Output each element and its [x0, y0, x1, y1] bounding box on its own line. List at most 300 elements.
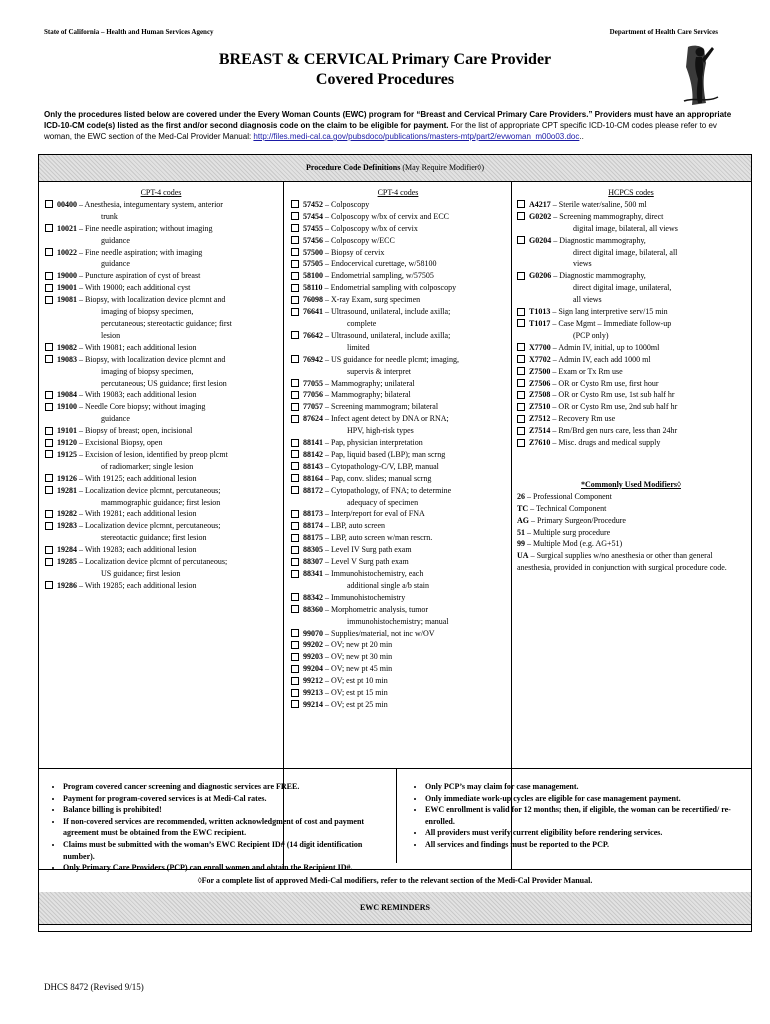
code-continuation: (PCP only)	[573, 330, 609, 340]
procedure-code: 76942	[303, 354, 323, 364]
procedure-code: 57456	[303, 235, 323, 245]
code-checkbox[interactable]	[291, 486, 299, 494]
code-continuation: immunohistochemistry; manual	[347, 616, 449, 626]
code-checkbox[interactable]	[291, 391, 299, 399]
modifier-code: UA	[517, 551, 529, 561]
code-first-line	[529, 270, 745, 282]
code-checkbox[interactable]	[291, 558, 299, 566]
code-checkbox[interactable]	[291, 200, 299, 208]
code-text: – Ultrasound, unilateral, include axilla;	[323, 307, 451, 317]
code-description	[57, 294, 277, 342]
intro-paragraph	[44, 109, 732, 142]
code-description	[529, 366, 745, 378]
procedure-code-item	[517, 306, 745, 318]
code-continuation: of radiomarker; single lesion	[101, 461, 194, 471]
code-checkbox[interactable]	[291, 415, 299, 423]
code-checkbox[interactable]	[45, 581, 53, 589]
code-checkbox[interactable]	[291, 236, 299, 244]
code-checkbox[interactable]	[517, 308, 525, 316]
code-first-line	[529, 401, 745, 413]
code-continuation: direct digital image, bilateral, all	[573, 247, 678, 257]
code-first-line	[303, 592, 505, 604]
code-first-line	[303, 604, 505, 616]
code-first-line	[303, 270, 505, 282]
procedure-code-item	[291, 258, 505, 270]
modifiers-section	[517, 479, 745, 574]
code-checkbox[interactable]	[45, 546, 53, 554]
code-text: – Colposcopy w/bx of cervix and ECC	[323, 211, 449, 221]
code-checkbox[interactable]	[517, 415, 525, 423]
code-checkbox[interactable]	[517, 391, 525, 399]
code-checkbox[interactable]	[291, 355, 299, 363]
code-text: – US guidance for needle plcmt; imaging,	[323, 354, 459, 364]
code-text: – Supplies/material, not inc w/OV	[323, 628, 435, 638]
code-description	[303, 330, 505, 354]
code-text: – Mammography; unilateral	[323, 378, 415, 388]
reminder-item: • All providers must verify current eligibility before rendering services.	[425, 827, 747, 839]
procedure-code: 57452	[303, 199, 323, 209]
code-description	[303, 413, 505, 437]
procedure-code-item	[45, 342, 277, 354]
modifier-item	[517, 538, 745, 550]
code-checkbox[interactable]	[517, 403, 525, 411]
modifier-text: – Surgical supplies w/no anesthesia or other than general anesthesia, provided in conjunction with surgical procedure code.	[517, 551, 727, 573]
procedure-code: 19001	[57, 283, 77, 293]
code-description	[529, 354, 745, 366]
code-continuation: guidance	[101, 414, 130, 424]
modifier-item	[517, 550, 745, 574]
code-checkbox[interactable]	[291, 379, 299, 387]
code-continuation: adequacy of specimen	[347, 497, 419, 507]
code-text: – Case Mgmt – Immediate follow-up	[550, 318, 672, 328]
procedure-code-item	[291, 306, 505, 330]
code-text: – Interp/report for eval of FNA	[323, 509, 425, 519]
code-first-line	[57, 544, 277, 556]
code-text: – Misc. drugs and medical supply	[550, 438, 661, 448]
code-description	[303, 247, 505, 259]
code-description	[303, 437, 505, 449]
procedure-code-item	[517, 425, 745, 437]
procedure-code: 99070	[303, 628, 323, 638]
code-text: – Admin IV, initial, up to 1000ml	[550, 342, 660, 352]
code-checkbox[interactable]	[45, 522, 53, 530]
procedure-code: 19282	[57, 509, 77, 519]
code-first-line	[529, 389, 745, 401]
reminder-item: • Claims must be submitted with the woman’s EWC Recipient ID# (14 digit identification number).	[63, 839, 391, 862]
procedure-code: 19100	[57, 402, 77, 412]
code-first-line	[303, 330, 505, 342]
title-line-2: Covered Procedures	[315, 71, 455, 88]
code-description	[57, 270, 277, 282]
code-continuation: trunk	[101, 211, 118, 221]
code-checkbox[interactable]	[45, 272, 53, 280]
code-checkbox[interactable]	[291, 522, 299, 530]
code-description	[57, 508, 277, 520]
code-first-line	[303, 544, 505, 556]
title-line-1: BREAST & CERVICAL Primary Care Provider	[218, 51, 552, 68]
reminder-item: • If non-covered services are recommended, written acknowledgment of cost and payment agreement must be obtained from the EWC recipient.	[63, 816, 391, 839]
procedure-code-item	[291, 378, 505, 390]
code-checkbox[interactable]	[291, 224, 299, 232]
modifier-note: ◊For a complete list of approved Medi-Cal modifiers, refer to the relevant section of the Medi-Cal Provider Manual.	[197, 876, 593, 885]
code-checkbox[interactable]	[45, 427, 53, 435]
procedure-code-item	[517, 389, 745, 401]
code-checkbox[interactable]	[45, 391, 53, 399]
code-checkbox[interactable]	[45, 403, 53, 411]
code-checkbox[interactable]	[291, 510, 299, 518]
code-description	[529, 318, 745, 342]
procedure-code-item	[291, 199, 505, 211]
definitions-label: Procedure Code Definitions	[305, 163, 401, 172]
code-checkbox[interactable]	[291, 450, 299, 458]
code-checkbox[interactable]	[517, 236, 525, 244]
code-text: – Cytopathology-C/V, LBP, manual	[323, 461, 439, 471]
code-checkbox[interactable]	[291, 462, 299, 470]
code-description	[303, 270, 505, 282]
procedure-code: 99202	[303, 640, 323, 650]
procedure-code-item	[291, 508, 505, 520]
code-checkbox[interactable]	[291, 570, 299, 578]
hcpcs-codes-column	[517, 187, 745, 574]
code-description	[303, 306, 505, 330]
code-description	[529, 306, 745, 318]
code-first-line	[57, 485, 277, 497]
code-checkbox[interactable]	[517, 319, 525, 327]
code-first-line	[57, 508, 277, 520]
code-checkbox[interactable]	[45, 200, 53, 208]
procedure-code: 76641	[303, 307, 323, 317]
code-checkbox[interactable]	[45, 248, 53, 256]
code-checkbox[interactable]	[291, 546, 299, 554]
code-checkbox[interactable]	[517, 367, 525, 375]
code-first-line	[303, 449, 505, 461]
procedure-code-item	[291, 651, 505, 663]
code-text: – Puncture aspiration of cyst of breast	[77, 271, 201, 281]
procedure-code-item	[45, 473, 277, 485]
code-description	[303, 556, 505, 568]
code-description	[303, 223, 505, 235]
code-first-line	[303, 508, 505, 520]
code-text: – OV; est pt 10 min	[323, 676, 388, 686]
definitions-sublabel: (May Require Modifier◊)	[400, 163, 485, 172]
code-description	[57, 449, 277, 473]
reminder-item: • EWC enrollment is valid for 12 months; then, if eligible, the woman can be recertified/ re-enrolled.	[425, 804, 747, 827]
code-text: – Morphometric analysis, tumor	[323, 604, 429, 614]
code-checkbox[interactable]	[291, 677, 299, 685]
code-text: – With 19281; each additional lesion	[77, 509, 197, 519]
procedure-code-item	[45, 520, 277, 544]
code-checkbox[interactable]	[45, 558, 53, 566]
code-checkbox[interactable]	[45, 450, 53, 458]
code-first-line	[303, 223, 505, 235]
code-first-line	[303, 235, 505, 247]
code-description	[57, 354, 277, 390]
code-text: – Pap, conv. slides; manual scrng	[323, 473, 432, 483]
code-description	[303, 592, 505, 604]
procedure-code: Z7510	[529, 402, 551, 412]
procedure-code-item	[291, 628, 505, 640]
code-checkbox[interactable]	[45, 510, 53, 518]
code-checkbox[interactable]	[291, 641, 299, 649]
code-checkbox[interactable]	[291, 272, 299, 280]
code-first-line	[57, 437, 277, 449]
procedure-code-item	[291, 473, 505, 485]
code-description	[303, 389, 505, 401]
procedure-code: 77056	[303, 390, 323, 400]
code-checkbox[interactable]	[291, 260, 299, 268]
intro-normal-text: For the list of appropriate CPT specific ICD-10-CM codes please refer to ev woman, the EWC section of the Med-Cal Provider Manual:	[44, 121, 717, 141]
procedure-code: 88341	[303, 569, 323, 578]
procedure-code: 99203	[303, 652, 323, 662]
code-first-line	[303, 247, 505, 259]
code-checkbox[interactable]	[45, 284, 53, 292]
code-checkbox[interactable]	[45, 439, 53, 447]
code-checkbox[interactable]	[517, 272, 525, 280]
code-checkbox[interactable]	[517, 355, 525, 363]
procedure-code: 19083	[57, 354, 77, 364]
procedure-code: 99214	[303, 699, 323, 709]
code-description	[303, 675, 505, 687]
code-text: – OR or Cysto Rm use, 1st sub half hr	[550, 390, 675, 400]
procedure-code: G0202	[529, 211, 552, 221]
code-continuation: lesion	[101, 330, 121, 340]
procedure-code-item	[45, 223, 277, 247]
procedure-code: 19101	[57, 426, 77, 436]
code-description	[303, 449, 505, 461]
code-text: – Sign lang interpretive serv/15 min	[550, 307, 668, 317]
code-first-line	[57, 354, 277, 366]
code-first-line	[303, 639, 505, 651]
procedure-code-item	[291, 532, 505, 544]
procedure-code-item	[291, 413, 505, 437]
code-first-line	[303, 628, 505, 640]
procedure-code-item	[291, 461, 505, 473]
code-first-line	[303, 378, 505, 390]
code-first-line	[529, 413, 745, 425]
code-continuation: limited	[347, 342, 370, 352]
procedure-code: Z7514	[529, 426, 551, 436]
procedure-code-item	[291, 699, 505, 711]
code-description	[303, 651, 505, 663]
procedure-code-item	[291, 592, 505, 604]
procedure-code-item	[517, 199, 745, 211]
procedure-code-item	[291, 282, 505, 294]
code-text: – Infect agent detect by DNA or RNA;	[323, 414, 449, 424]
code-description	[303, 258, 505, 270]
procedure-code: G0204	[529, 235, 552, 245]
code-checkbox[interactable]	[45, 224, 53, 232]
code-checkbox[interactable]	[291, 689, 299, 697]
procedure-code: 76098	[303, 295, 323, 305]
procedure-code: 57455	[303, 223, 323, 233]
code-description	[57, 473, 277, 485]
code-description	[303, 508, 505, 520]
procedure-code-item	[517, 235, 745, 271]
code-checkbox[interactable]	[291, 629, 299, 637]
column-divider	[283, 181, 284, 869]
code-text: – Fine needle aspiration; with imaging	[77, 247, 203, 257]
reminder-item: • All services and findings must be reported to the PCP.	[425, 839, 747, 851]
code-text: – LBP, auto screen w/man rescrn.	[323, 533, 433, 543]
code-description	[529, 235, 745, 271]
code-first-line	[303, 199, 505, 211]
code-checkbox[interactable]	[291, 605, 299, 613]
code-checkbox[interactable]	[517, 439, 525, 447]
code-checkbox[interactable]	[517, 200, 525, 208]
column-heading: HCPCS codes	[608, 188, 654, 197]
procedure-code-item	[291, 604, 505, 628]
code-text: – With 19081; each additional lesion	[77, 342, 197, 352]
code-description	[303, 639, 505, 651]
procedure-code-item	[517, 401, 745, 413]
code-first-line	[303, 437, 505, 449]
code-first-line	[57, 580, 277, 592]
code-text: – Biopsy, with localization device plcmnt and	[77, 295, 226, 305]
reminders-header: EWC REMINDERS	[39, 892, 751, 924]
code-text: – Fine needle aspiration; without imaging	[77, 223, 213, 233]
cpt-codes-column-1	[45, 187, 277, 592]
code-checkbox[interactable]	[291, 474, 299, 482]
code-description	[57, 580, 277, 592]
code-checkbox[interactable]	[291, 296, 299, 304]
code-checkbox[interactable]	[45, 343, 53, 351]
code-continuation: digital image, bilateral, all views	[573, 223, 678, 233]
procedure-code-item	[291, 520, 505, 532]
reminder-item: • Balance billing is prohibited!	[63, 804, 391, 816]
code-text: – Screening mammogram; bilateral	[323, 402, 439, 412]
code-first-line	[529, 366, 745, 378]
modifier-code: 99	[517, 539, 525, 549]
code-checkbox[interactable]	[45, 296, 53, 304]
code-text: – Excisional Biopsy, open	[77, 438, 163, 448]
procedure-code-item	[45, 580, 277, 592]
modifier-code: TC	[517, 503, 529, 513]
code-description	[529, 378, 745, 390]
modifiers-heading: *Commonly Used Modifiers◊	[581, 479, 681, 489]
code-description	[303, 473, 505, 485]
procedure-code: 88173	[303, 509, 323, 519]
procedure-code: Z7610	[529, 438, 551, 448]
code-checkbox[interactable]	[291, 248, 299, 256]
procedure-code-item	[291, 294, 505, 306]
code-description	[303, 520, 505, 532]
code-checkbox[interactable]	[291, 665, 299, 673]
code-continuation: stereotactic guidance; first lesion	[101, 533, 207, 543]
code-description	[57, 437, 277, 449]
procedure-code-item	[291, 354, 505, 378]
code-continuation: supervis & interpret	[347, 366, 411, 376]
code-checkbox[interactable]	[45, 474, 53, 482]
code-text: – Colposcopy w/ECC	[323, 235, 395, 245]
code-first-line	[303, 306, 505, 318]
modifier-text: – Multiple Mod (e.g. AG+51)	[525, 539, 623, 549]
modifier-text: – Technical Component	[528, 503, 607, 513]
code-text: – Localization device plcmnt, percutaneous;	[77, 485, 221, 495]
code-checkbox[interactable]	[291, 439, 299, 447]
code-checkbox[interactable]	[517, 427, 525, 435]
procedure-code-item	[517, 378, 745, 390]
code-checkbox[interactable]	[517, 343, 525, 351]
code-first-line	[303, 485, 505, 497]
code-first-line	[303, 556, 505, 568]
code-description	[57, 199, 277, 223]
code-text: – Localization device plcmnt of percutaneous;	[77, 557, 228, 567]
code-checkbox[interactable]	[291, 331, 299, 339]
code-checkbox[interactable]	[291, 284, 299, 292]
code-first-line	[57, 342, 277, 354]
code-text: – LBP, auto screen	[323, 521, 385, 531]
code-checkbox[interactable]	[517, 212, 525, 220]
code-text: – Endometrial sampling, w/57505	[323, 271, 434, 281]
code-text: – Diagnostic mammography,	[551, 271, 646, 281]
code-description	[303, 604, 505, 628]
code-first-line	[529, 378, 745, 390]
procedure-code-item	[291, 389, 505, 401]
procedure-code-item	[291, 544, 505, 556]
code-checkbox[interactable]	[45, 486, 53, 494]
procedure-code: X7702	[529, 354, 551, 364]
column-divider	[396, 769, 397, 863]
code-text: – Ultrasound, unilateral, include axilla;	[323, 330, 451, 340]
code-checkbox[interactable]	[291, 403, 299, 411]
code-checkbox[interactable]	[291, 653, 299, 661]
code-checkbox[interactable]	[291, 308, 299, 316]
code-description	[529, 437, 745, 449]
procedure-code-item	[291, 235, 505, 247]
code-text: – Colposcopy w/bx of cervix	[323, 223, 418, 233]
procedure-code: 77055	[303, 378, 323, 388]
code-first-line	[303, 473, 505, 485]
code-checkbox[interactable]	[291, 700, 299, 708]
intro-link-suffix: ..	[579, 132, 584, 141]
procedure-code: 19286	[57, 580, 77, 590]
procedure-code-item	[291, 556, 505, 568]
code-checkbox[interactable]	[291, 593, 299, 601]
code-first-line	[57, 223, 277, 235]
code-checkbox[interactable]	[517, 379, 525, 387]
procedure-code: Z7506	[529, 378, 551, 388]
code-description	[303, 199, 505, 211]
procedure-code-item	[517, 211, 745, 235]
code-first-line	[529, 437, 745, 449]
procedure-code: G0206	[529, 271, 552, 281]
procedure-code: 19281	[57, 485, 77, 495]
code-checkbox[interactable]	[291, 534, 299, 542]
code-checkbox[interactable]	[45, 355, 53, 363]
modifier-code: 26	[517, 491, 525, 501]
procedure-code: 88342	[303, 592, 323, 602]
procedure-code-item	[517, 437, 745, 449]
code-description	[303, 211, 505, 223]
procedure-code-item	[45, 199, 277, 223]
procedure-code-item	[291, 449, 505, 461]
code-checkbox[interactable]	[291, 212, 299, 220]
column-heading: CPT-4 codes	[377, 188, 419, 197]
procedure-code: 10021	[57, 223, 77, 233]
modifier-text: – Professional Component	[525, 491, 612, 501]
code-first-line	[303, 651, 505, 663]
code-continuation: all views	[573, 295, 602, 305]
procedure-code: 19082	[57, 342, 77, 352]
procedure-code: 19284	[57, 545, 77, 555]
manual-link[interactable]: http://files.medi-cal.ca.gov/pubsdoco/publications/masters-mtp/part2/evwoman_m00o03.doc	[253, 132, 580, 141]
code-text: – Cytopathology, of FNA; to determine	[323, 485, 452, 495]
procedure-code-item	[45, 425, 277, 437]
procedure-code-item	[517, 342, 745, 354]
procedure-code: 19126	[57, 473, 77, 483]
code-description	[57, 401, 277, 425]
code-text: – OR or Cysto Rm use, 2nd sub half hr	[550, 402, 678, 412]
